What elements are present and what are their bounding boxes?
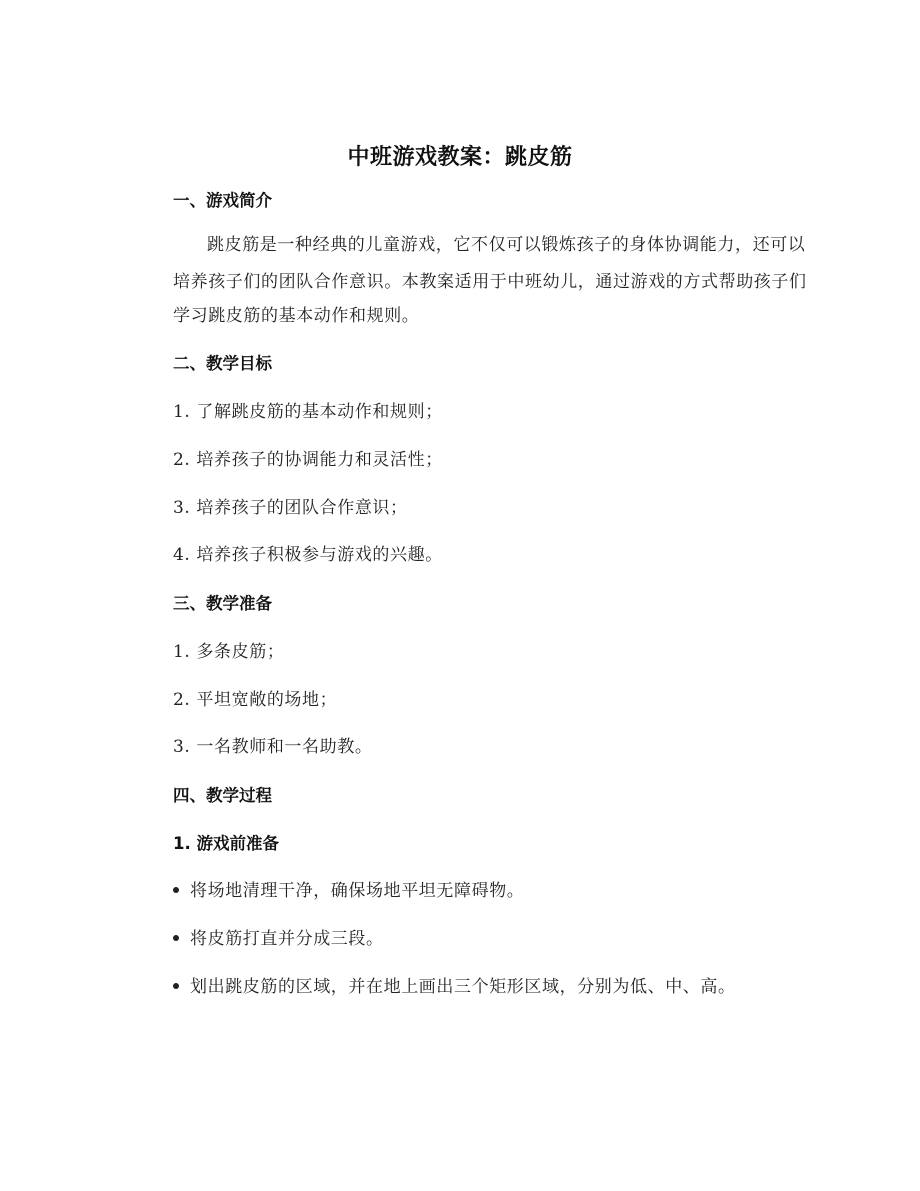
preparation-item: 2. 平坦宽敞的场地； [173, 690, 338, 710]
document-title: 中班游戏教案：跳皮筋 [347, 145, 573, 170]
bullet-text: 将皮筋打直并分成三段。 [190, 929, 384, 949]
section-heading-preparation: 三、教学准备 [173, 594, 272, 613]
intro-paragraph-line-2: 培养孩子们的团队合作意识。本教案适用于中班幼儿，通过游戏的方式帮助孩子们 [173, 272, 807, 292]
bullet-dot-icon [173, 887, 179, 893]
objective-item: 2. 培养孩子的协调能力和灵活性； [173, 450, 443, 470]
section-heading-introduction: 一、游戏简介 [173, 191, 272, 210]
section-heading-process: 四、教学过程 [173, 786, 272, 805]
bullet-item [173, 883, 524, 900]
intro-paragraph-line-3: 学习跳皮筋的基本动作和规则。 [173, 306, 420, 326]
intro-paragraph-line-1: 跳皮筋是一种经典的儿童游戏，它不仅可以锻炼孩子的身体协调能力，还可以 [207, 235, 806, 255]
bullet-item [173, 979, 736, 996]
bullet-dot-icon [173, 935, 179, 941]
preparation-item: 1. 多条皮筋； [173, 642, 285, 662]
section-heading-objectives: 二、教学目标 [173, 354, 272, 373]
preparation-item: 3. 一名教师和一名助教。 [173, 737, 373, 757]
objective-item: 4. 培养孩子积极参与游戏的兴趣。 [173, 545, 443, 565]
bullet-dot-icon [173, 983, 179, 989]
bullet-text: 划出跳皮筋的区域，并在地上画出三个矩形区域，分别为低、中、高。 [190, 977, 736, 997]
bullet-item [173, 931, 384, 948]
bullet-text: 将场地清理干净，确保场地平坦无障碍物。 [190, 881, 525, 901]
objective-item: 3. 培养孩子的团队合作意识； [173, 498, 408, 518]
objective-item: 1. 了解跳皮筋的基本动作和规则； [173, 402, 443, 422]
subsection-heading-pre-game: 1. 游戏前准备 [173, 834, 279, 853]
